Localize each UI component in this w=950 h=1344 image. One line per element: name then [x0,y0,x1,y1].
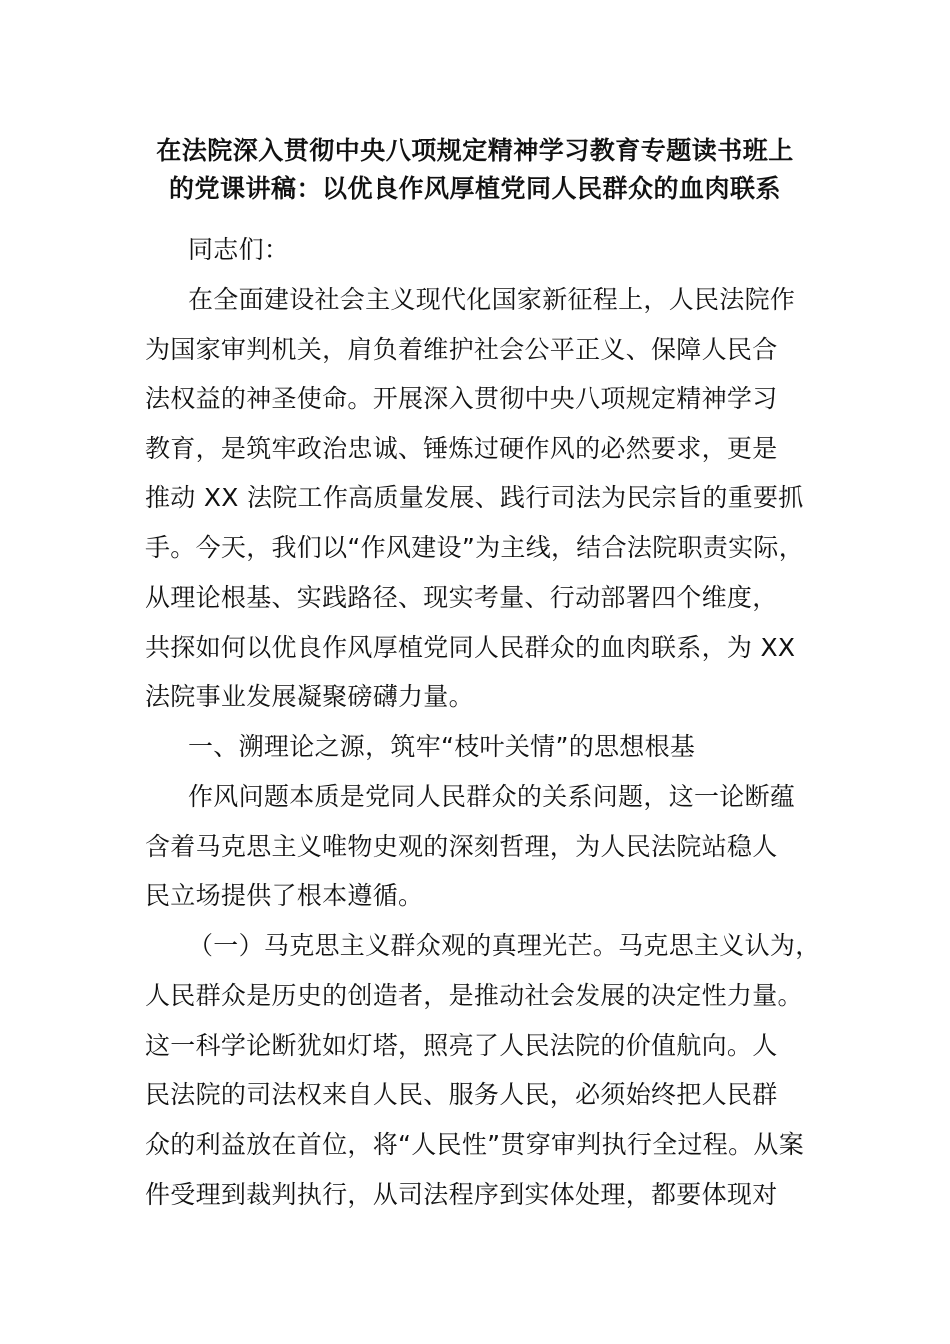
body-line: 件受理到裁判执行，从司法程序到实体处理，都要体现对 [145,1180,778,1209]
section-heading: 一、溯理论之源，筑牢“枝叶关情”的思想根基 [188,732,696,761]
body-line: 从理论根基、实践路径、现实考量、行动部署四个维度， [145,583,778,612]
body-line: 作风问题本质是党同人民群众的关系问题，这一论断蕴 [188,782,796,811]
body-line: 这一科学论断犹如灯塔，照亮了人民法院的价值航向。人 [145,1031,778,1060]
body-line: 法权益的神圣使命。开展深入贯彻中央八项规定精神学习 [145,384,778,413]
document-title [145,132,805,208]
subsection-line: （一）马克思主义群众观的真理光芒。马克思主义认为， [188,931,821,960]
body-line: 法院事业发展凝聚磅礴力量。 [145,682,474,711]
body-line: 推动 XX 法院工作高质量发展、践行司法为民宗旨的重要抓 [145,483,804,512]
body-line: 民立场提供了根本遵循。 [145,881,424,910]
body-line: 共探如何以优良作风厚植党同人民群众的血肉联系，为 XX [145,633,796,662]
title-line-1: 在法院深入贯彻中央八项规定精神学习教育专题读书班上 [156,136,794,165]
body-line: 含着马克思主义唯物史观的深刻哲理，为人民法院站稳人 [145,832,778,861]
body-line: 民法院的司法权来自人民、服务人民，必须始终把人民群 [145,1080,778,1109]
body-line: 教育，是筑牢政治忠诚、锤炼过硬作风的必然要求，更是 [145,434,778,463]
body-line: 为国家审判机关，肩负着维护社会公平正义、保障人民合 [145,335,778,364]
salutation: 同志们： [188,235,290,264]
body-line: 人民群众是历史的创造者，是推动社会发展的决定性力量。 [145,981,803,1010]
title-line-2: 的党课讲稿：以优良作风厚植党同人民群众的血肉联系 [168,174,781,203]
body-line: 在全面建设社会主义现代化国家新征程上，人民法院作 [188,285,796,314]
body-line: 手。今天，我们以“作风建设”为主线，结合法院职责实际， [145,533,805,562]
body-line: 众的利益放在首位，将“人民性”贯穿审判执行全过程。从案 [145,1130,805,1159]
